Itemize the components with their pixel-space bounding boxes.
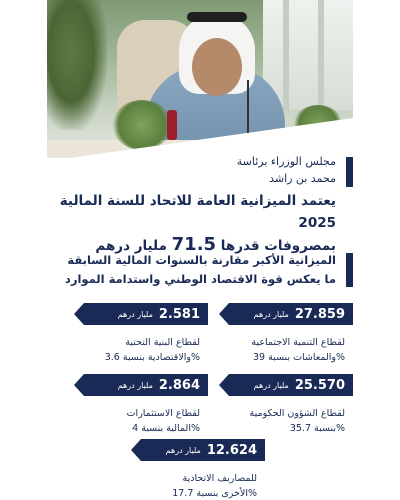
stat-value: 12.624 — [206, 442, 257, 458]
council-accent-bar — [346, 157, 353, 187]
headline-amount-unit: مليار درهم — [95, 238, 167, 254]
stat-value: 27.859 — [294, 306, 345, 322]
stat-description — [229, 335, 353, 365]
photo-microphone — [247, 80, 249, 140]
stat-desc-line-1: لقطاع التنمية الاجتماعية — [251, 337, 345, 348]
stat-unit: مليار درهم — [253, 380, 289, 390]
stat-desc-line-1: للمصاريف الاتحادية — [182, 473, 257, 484]
stat-card-investments — [84, 374, 208, 436]
council-line-2: محمد بن راشد — [269, 172, 336, 185]
photo-plant-desk — [112, 100, 172, 150]
stat-description — [84, 335, 208, 365]
stat-description — [229, 406, 353, 436]
stat-card-government — [229, 374, 353, 436]
stat-desc-line-1: لقطاع الاستثمارات — [126, 408, 200, 419]
stat-unit: مليار درهم — [253, 309, 289, 319]
stat-desc-line-1: لقطاع البنية التحتية — [125, 337, 200, 348]
stat-card-social — [229, 303, 353, 365]
stat-desc-line-2: بنسبة 35.7% — [289, 423, 345, 434]
pill-arrow-icon — [219, 303, 229, 325]
stat-pill — [229, 303, 353, 325]
pill-arrow-icon — [219, 374, 229, 396]
headline-amount: 71.5 — [171, 234, 217, 255]
stat-value: 2.581 — [158, 306, 200, 322]
stat-desc-line-1: لقطاع الشؤون الحكومية — [249, 408, 345, 419]
stat-pill — [84, 303, 208, 325]
stat-desc-line-2: والاقتصادية بنسبة 3.6% — [104, 352, 200, 363]
headline-line-1: يعتمد الميزانية العامة للاتحاد للسنة المالية 2025 — [59, 193, 336, 231]
headline — [36, 190, 336, 257]
council-line-1: مجلس الوزراء برئاسة — [236, 155, 336, 168]
stat-card-infrastructure — [84, 303, 208, 365]
stat-unit: مليار درهم — [165, 445, 201, 455]
pill-arrow-icon — [131, 439, 141, 461]
stat-unit: مليار درهم — [117, 380, 153, 390]
stat-desc-line-2: والمعاشات بنسبة 39% — [253, 352, 345, 363]
council-text — [237, 153, 336, 187]
stat-card-other — [141, 439, 265, 500]
photo-plant-left — [47, 0, 107, 130]
photo-bottle — [167, 110, 177, 140]
subheadline-accent-bar — [346, 253, 353, 287]
subheadline — [36, 251, 336, 289]
stat-description — [84, 406, 208, 436]
stat-description — [141, 471, 265, 500]
stat-desc-line-2: المالية بنسبة 4% — [132, 423, 200, 434]
pill-arrow-icon — [74, 303, 84, 325]
photo-person-face — [192, 38, 242, 96]
stat-pill — [141, 439, 265, 461]
subheadline-line-1: الميزانية الأكبر مقارنة بالسنوات المالية السابقة — [67, 253, 336, 267]
stat-pill — [229, 374, 353, 396]
photo-person-agal — [187, 12, 247, 22]
stat-value: 2.864 — [158, 377, 200, 393]
pill-arrow-icon — [74, 374, 84, 396]
subheadline-line-2: ما يعكس قوة الاقتصاد الوطني واستدامة الموارد — [64, 272, 336, 286]
stat-desc-line-2: الأخرى بنسبة 17.7% — [172, 488, 257, 499]
stat-unit: مليار درهم — [117, 309, 153, 319]
headline-amount-prefix: بمصروفات قدرها — [220, 238, 336, 254]
stat-value: 25.570 — [294, 377, 345, 393]
stat-pill — [84, 374, 208, 396]
